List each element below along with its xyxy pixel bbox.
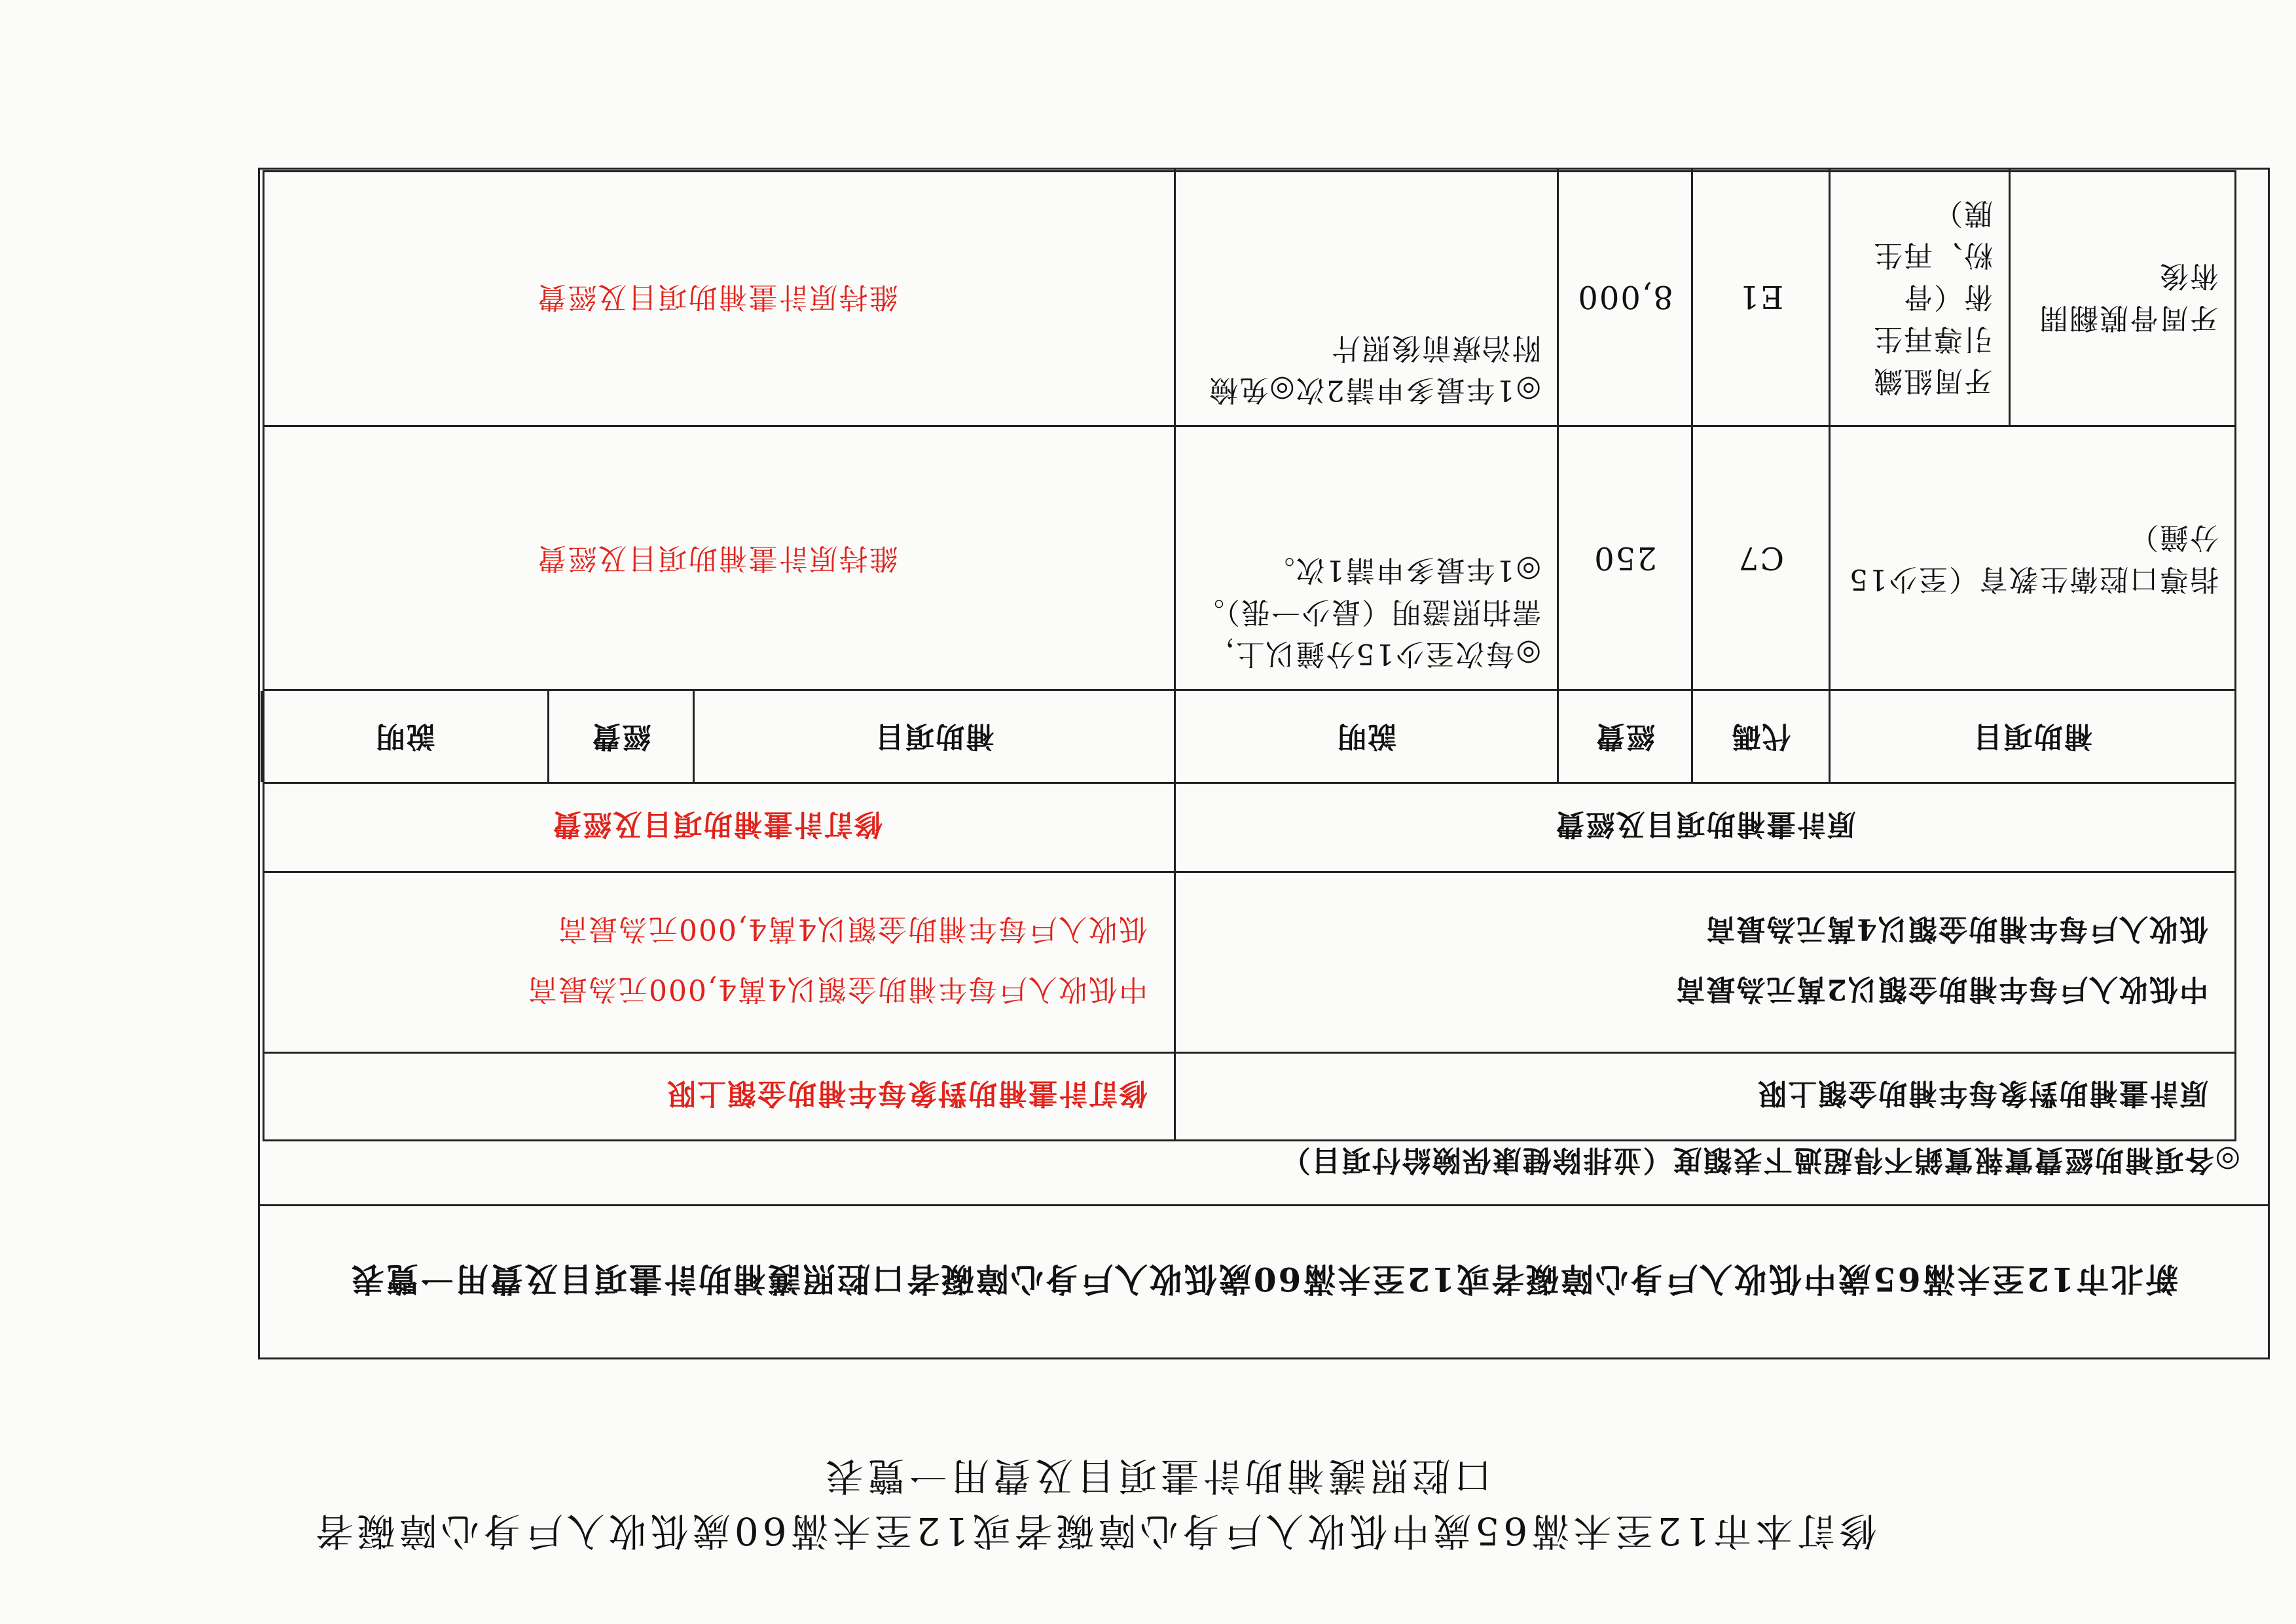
cap-rev-low-income: 低收入戶每年補助金額以4萬4,000元為最高 — [557, 912, 1148, 946]
cap-orig-low-income: 低收入戶每年補助金額以4萬元為最高 — [1705, 912, 2208, 946]
items-orig-header: 原計畫補助項目及經費 — [1174, 784, 2234, 871]
cap-values-row — [264, 871, 2234, 1052]
document-title — [311, 1449, 1877, 1559]
cap-rev-mid-low-income: 中低收入戶每年補助金額以4萬4,000元為最高 — [527, 972, 1148, 1006]
col-code: 代碼 — [1691, 691, 1829, 782]
cap-orig-mid-low-income: 中低收入戶每年補助金額以2萬元為最高 — [1675, 972, 2208, 1006]
row-category: 牙周骨膜翻開術後 — [2009, 168, 2234, 425]
table-row — [264, 168, 2234, 425]
col-rev-item: 補助項目 — [693, 691, 1174, 782]
cap-header-row — [264, 1052, 2234, 1139]
row-item: 指導口腔衛生教育（至少15分鐘） — [1829, 427, 2234, 689]
row-revised: 維持原計畫補助項目及經費 — [536, 542, 898, 575]
col-item: 補助項目 — [1829, 691, 2234, 782]
cap-orig-values — [1174, 873, 2234, 1052]
row-code: E1 — [1691, 168, 1829, 425]
row-item: 牙周組織引導再生術（骨粉、再生膜） — [1829, 168, 2009, 425]
items-rev-header: 修訂計畫補助項目及經費 — [551, 807, 883, 841]
row-note: ◎每次至少15分鐘以上，需拍照證明（最少一張）。◎1年最多申請1次。 — [1174, 427, 1557, 689]
col-rev-fee: 經費 — [547, 691, 693, 782]
cap-rev-values — [261, 873, 1174, 1052]
cap-rev-header: 修訂計畫補助對象每年補助金額上限 — [666, 1077, 1148, 1111]
col-fee: 經費 — [1557, 691, 1691, 782]
column-header-row — [264, 689, 2234, 782]
row-revised: 維持原計畫補助項目及經費 — [536, 280, 898, 314]
table-frame — [258, 168, 2270, 1359]
cap-orig-header: 原計畫補助對象每年補助金額上限 — [1174, 1054, 2234, 1139]
fee-limit-note: ◎各項補助經費實報實銷不得超過下表額度（並排除健康保險給付項目） — [1280, 1143, 2240, 1177]
col-note: 說明 — [1174, 691, 1557, 782]
row-fee: 8,000 — [1557, 168, 1691, 425]
row-note: ◎1年最多申請2次◎免檢附治療前後照片 — [1174, 168, 1557, 425]
document-title-line-1: 修訂本市12至未滿65歲中低收入戶身心障礙者或12至未滿60歲低收入戶身心障礙者 — [311, 1509, 1877, 1553]
col-rev-note: 說明 — [261, 691, 547, 782]
items-header-row — [264, 782, 2234, 871]
comparison-table — [263, 170, 2236, 1141]
row-code: C7 — [1691, 427, 1829, 689]
row-fee: 250 — [1557, 427, 1691, 689]
table-row — [264, 425, 2234, 689]
table-caption: 新北市12至未滿65歲中低收入戶身心障礙者或12至未滿60歲低收入戶身心障礙者口腔照護補助計畫項目及費用一覽表 — [260, 1204, 2268, 1357]
document-title-line-2: 口腔照護補助計畫項目及費用一覽表 — [822, 1454, 1493, 1498]
